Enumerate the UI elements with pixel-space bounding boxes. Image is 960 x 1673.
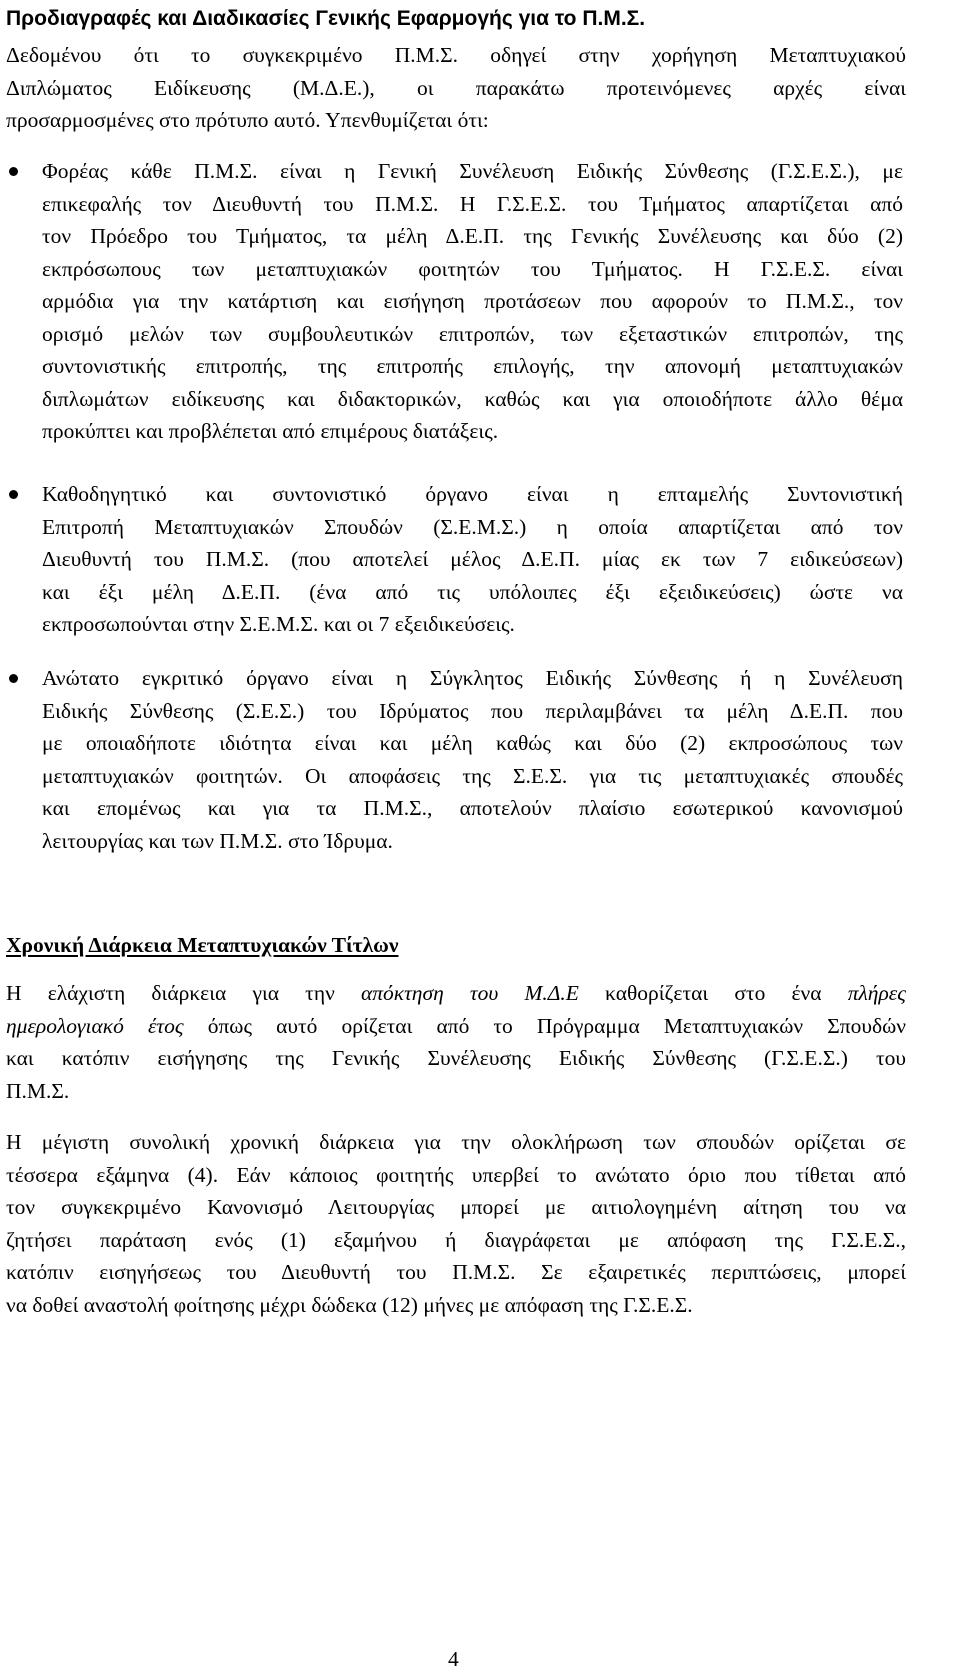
bullet-text — [42, 662, 903, 857]
bullet-line: με οποιαδήποτε ιδιότητα είναι και μέλη καθώς και δύο (2) εκπροσώπους των — [42, 731, 903, 755]
intro-paragraph — [6, 39, 906, 137]
bullet-line: Επιτροπή Μεταπτυχιακών Σπουδών (Σ.Ε.Μ.Σ.) η οποία απαρτίζεται από τον — [42, 514, 903, 539]
bullet-line: μεταπτυχιακών φοιτητών. Οι αποφάσεις της Σ.Ε.Σ. για τις μεταπτυχιακές σπουδές — [42, 763, 903, 788]
bullet-line: εκπροσωπούνται στην Σ.Ε.Μ.Σ. και οι 7 εξειδικεύσεις. — [42, 612, 515, 636]
bullet-line: συντονιστικής επιτροπής, της επιτροπής επιλογής, την απονομή μεταπτυχιακών — [42, 354, 903, 378]
duration-line: να δοθεί αναστολή φοίτησης μέχρι δώδεκα (12) μήνες με απόφαση της Γ.Σ.Ε.Σ. — [6, 1292, 693, 1317]
emphasis-run: πλήρες — [847, 981, 906, 1005]
bullet-line: Ανώτατο εγκριτικό όργανο είναι η Σύγκλητος Ειδικής Σύνθεσης ή η Συνέλευση — [42, 666, 903, 690]
duration-line: τον συγκεκριμένο Κανονισμό Λειτουργίας μπορεί με αιτιολογημένη αίτηση του να — [6, 1195, 906, 1219]
duration-line: Η μέγιστη συνολική χρονική διάρκεια για την ολοκλήρωση των σπουδών ορίζεται σε — [6, 1130, 906, 1154]
intro-line: Διπλώματος Ειδίκευσης (Μ.Δ.Ε.), οι παρακάτω προτεινόμενες αρχές είναι — [6, 75, 906, 100]
text-run: καθορίζεται στο ένα — [578, 981, 848, 1005]
bullet-text — [42, 478, 903, 641]
bullet-line: Διευθυντή του Π.Μ.Σ. (που αποτελεί μέλος Δ.Ε.Π. μίας εκ των 7 ειδικεύσεων) — [42, 547, 903, 571]
duration-line: και κατόπιν εισήγησης της Γενικής Συνέλευσης Ειδικής Σύνθεσης (Γ.Σ.Ε.Σ.) του — [6, 1046, 906, 1070]
bullet-dot-icon — [9, 490, 18, 499]
section-heading — [6, 931, 398, 959]
bullet-text — [42, 155, 903, 448]
duration-line — [6, 977, 906, 1010]
bullet-line: Φορέας κάθε Π.Μ.Σ. είναι η Γενική Συνέλευση Ειδικής Σύνθεσης (Γ.Σ.Ε.Σ.), με — [42, 159, 903, 183]
intro-line: προσαρμοσμένες στο πρότυπο αυτό. Υπενθυμίζεται ότι: — [6, 108, 489, 132]
emphasis-run: ημερολογιακό έτος — [6, 1013, 184, 1038]
duration-line: τέσσερα εξάμηνα (4). Εάν κάποιος φοιτητής υπερβεί το ανώτατο όριο που τίθεται από — [6, 1162, 906, 1187]
bullet-line: διπλωμάτων ειδίκευσης και διδακτορικών, καθώς και για οποιοδήποτε άλλο θέμα — [42, 386, 903, 411]
bullet-line: εκπρόσωπους των μεταπτυχιακών φοιτητών του Τμήματος. Η Γ.Σ.Ε.Σ. είναι — [42, 256, 903, 281]
bullet-line: αρμόδια για την κατάρτιση και εισήγηση προτάσεων που αφορούν το Π.Μ.Σ., τον — [42, 289, 903, 313]
emphasis-run: απόκτηση του Μ.Δ.Ε — [360, 981, 579, 1005]
section-heading-text: Χρονική Διάρκεια Μεταπτυχιακών Τίτλων — [6, 933, 399, 957]
intro-line: Δεδομένου ότι το συγκεκριμένο Π.Μ.Σ. οδηγεί στην χορήγηση Μεταπτυχιακού — [6, 43, 906, 67]
bullet-line: και έξι μέλη Δ.Ε.Π. (ένα από τις υπόλοιπες έξι εξειδικεύσεις) ώστε να — [42, 579, 903, 604]
bullet-line: τον Πρόεδρο του Τμήματος, τα μέλη Δ.Ε.Π. της Γενικής Συνέλευσης και δύο (2) — [42, 224, 903, 248]
bullet-line: Ειδικής Σύνθεσης (Σ.Ε.Σ.) του Ιδρύματος που περιλαμβάνει τα μέλη Δ.Ε.Π. που — [42, 698, 903, 723]
duration-line: ζητήσει παράταση ενός (1) εξαμήνου ή διαγράφεται με απόφαση της Γ.Σ.Ε.Σ., — [6, 1227, 906, 1252]
bullet-line: Καθοδηγητικό και συντονιστικό όργανο είναι η επταμελής Συντονιστική — [42, 482, 903, 506]
bullet-dot-icon — [9, 674, 18, 683]
text-run: όπως αυτό ορίζεται από το Πρόγραμμα Μεταπτυχιακών Σπουδών — [183, 1013, 906, 1038]
page-title: Προδιαγραφές και Διαδικασίες Γενικής Εφαρμογής για το Π.Μ.Σ. — [6, 7, 646, 30]
bullet-line: λειτουργίας και των Π.Μ.Σ. στο Ίδρυμα. — [42, 828, 393, 853]
page-number: 4 — [448, 1647, 459, 1671]
bullet-line: και επομένως και για τα Π.Μ.Σ., αποτελούν πλαίσιο εσωτερικού κανονισμού — [42, 796, 903, 820]
duration-line: Π.Μ.Σ. — [6, 1078, 70, 1103]
duration-line: κατόπιν εισηγήσεως του Διευθυντή του Π.Μ.Σ. Σε εξαιρετικές περιπτώσεις, μπορεί — [6, 1260, 906, 1284]
bullet-line: ορισμό μελών των συμβουλευτικών επιτροπών, των εξεταστικών επιτροπών, της — [42, 321, 903, 346]
bullet-line: προκύπτει και προβλέπεται από επιμέρους διατάξεις. — [42, 419, 499, 443]
duration-paragraph-min — [6, 977, 906, 1107]
bullet-line: επικεφαλής τον Διευθυντή του Π.Μ.Σ. Η Γ.Σ.Ε.Σ. του Τμήματος απαρτίζεται από — [42, 191, 903, 216]
duration-line — [6, 1010, 906, 1043]
text-run: Η ελάχιστη διάρκεια για την — [6, 981, 361, 1005]
duration-paragraph-max — [6, 1126, 906, 1321]
bullet-dot-icon — [9, 167, 18, 176]
